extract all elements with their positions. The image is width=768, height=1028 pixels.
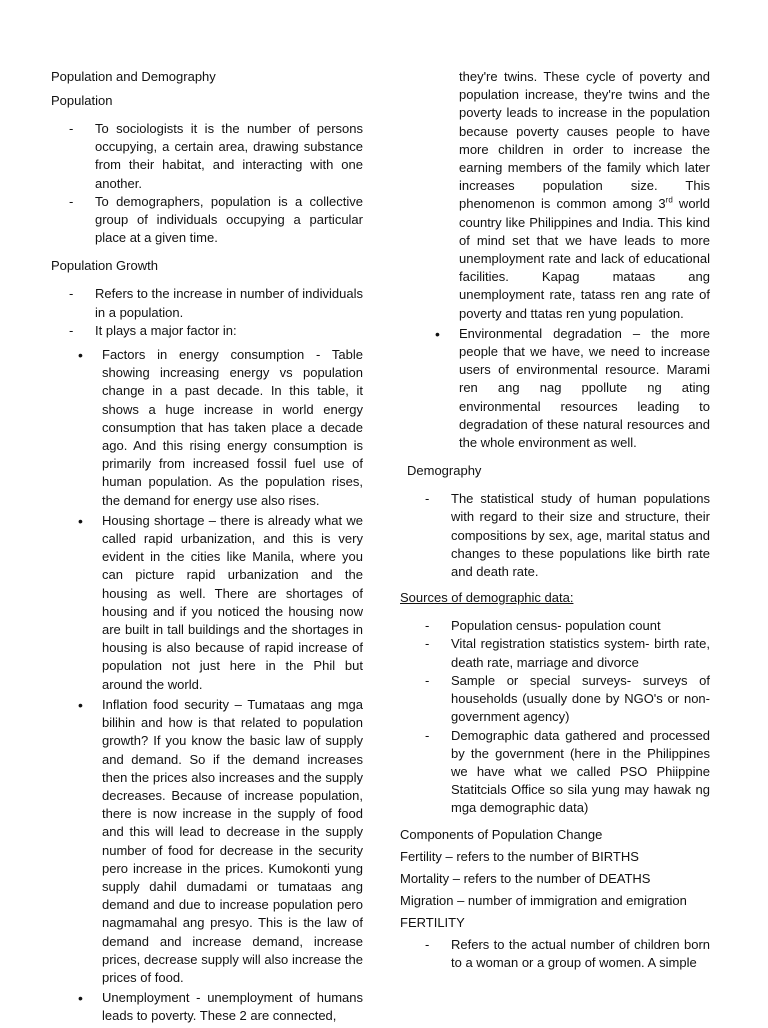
heading-population-growth: Population Growth: [51, 258, 158, 274]
list-item-unemployment: • Unemployment - unemployment of humans leads to poverty. These 2 are connected,: [102, 989, 363, 1025]
heading-population: Population: [51, 93, 113, 108]
left-column: [51, 68, 363, 1028]
list-item: - It plays a major factor in:: [95, 322, 363, 340]
unemployment-continuation: [400, 68, 710, 323]
fertility-line: Fertility – refers to the number of BIRTHS: [400, 848, 639, 864]
continuation-text-post: world country like Philippines and India. This kind of mind set that we have leads to more unemployment rate and lack of educational facilities. Kapag mataas ang unemployment rate, tatass ren ang rate of poverty and ttatas ren yung population.: [459, 196, 710, 321]
list-item: - The statistical study of human populations with regard to their size and structure, their compositions by sex, age, marital status and changes to these populations like birth rate and death rate.: [451, 490, 710, 581]
list-item: - Refers to the actual number of children born to a woman or a group of women. A simple: [451, 936, 710, 972]
environment-list: [400, 325, 710, 452]
population-definitions: [51, 120, 363, 247]
list-item: - Refers to the increase in number of individuals in a population.: [95, 285, 363, 321]
continuation-text-pre: they're twins. These cycle of poverty and population increase, they're twins and the poverty leads to increase in the population because poverty causes people to have more children in order to increase the earning members of the family which later increases population size. This phenomenon is common among 3: [459, 69, 710, 212]
heading-fertility: FERTILITY: [400, 915, 465, 931]
heading-components: Components of Population Change: [400, 826, 603, 842]
list-item: - To demographers, population is a collective group of individuals occupying a particular place at a given time.: [95, 193, 363, 248]
fertility-definitions: [400, 936, 710, 972]
migration-line: Migration – number of immigration and emigration: [400, 892, 687, 908]
list-item: - To sociologists it is the number of persons occupying, a certain area, drawing substance from their habitat, and interacting with one another.: [95, 120, 363, 193]
demography-definitions: [400, 490, 710, 581]
list-item-environment: • Environmental degradation – the more people that we have, we need to increase users of environmental resource. Marami ren ang nag ppollute ng ating environmental resources leading to degradation of these natural resources and the whole environment as well.: [459, 325, 710, 452]
heading-demography: Demography: [407, 463, 482, 479]
sources-list: [400, 617, 710, 817]
ordinal-superscript: rd: [665, 196, 673, 206]
growth-factors: [51, 346, 363, 1026]
document-title: Population and Demography: [51, 69, 216, 84]
list-item-housing: • Housing shortage – there is already what we called rapid urbanization, and this is very evident in the cities like Manila, where you can picture rapid urbanization and the housing as well. There are shortages of housing and if you noticed the housing now are built in tall buildings and the shortages in housing is also because of rapid increase of population not just here in the Phil but around the world.: [102, 512, 363, 694]
mortality-line: Mortality – refers to the number of DEATHS: [400, 870, 651, 886]
list-item: - Population census- population count: [451, 617, 710, 635]
list-item: - Demographic data gathered and processed by the government (here in the Philippines we have what we called PSO Phiippine Statitcials Office so sila yung may hawak ng mga demographic data): [451, 727, 710, 818]
list-item: - Sample or special surveys- surveys of households (usually done by NGO's or non-government agency): [451, 672, 710, 727]
heading-sources: Sources of demographic data:: [400, 590, 574, 606]
growth-definitions: [51, 285, 363, 340]
right-column: [400, 68, 710, 981]
list-item: - Vital registration statistics system- birth rate, death rate, marriage and divorce: [451, 635, 710, 671]
list-item-energy: • Factors in energy consumption - Table showing increasing energy vs population change in a past decade. In this table, it shows a huge increase in world energy consumption that has taken place a decade ago. And this rising energy consumption is primarily from increased fossil fuel use of human population. As the population rises, the demand for energy use also rises.: [102, 346, 363, 510]
list-item-inflation: • Inflation food security – Tumataas ang mga bilihin and how is that related to population growth? If you know the basic law of supply and demand. So if the demand increases then the prices also increases and the supply decreases. Because of increase population, there is now increase in the supply of food and this will lead to decrease in the supply number of food for decrease in the security pero increase in the prices. Kumokonti yung supply dahil dumadami or tumataas ang demand and due to increase population pero nagmamahal ang presyo. This is the law of demand and increase demand, increase prices, decrease supply will also increase the prices of food.: [102, 696, 363, 987]
